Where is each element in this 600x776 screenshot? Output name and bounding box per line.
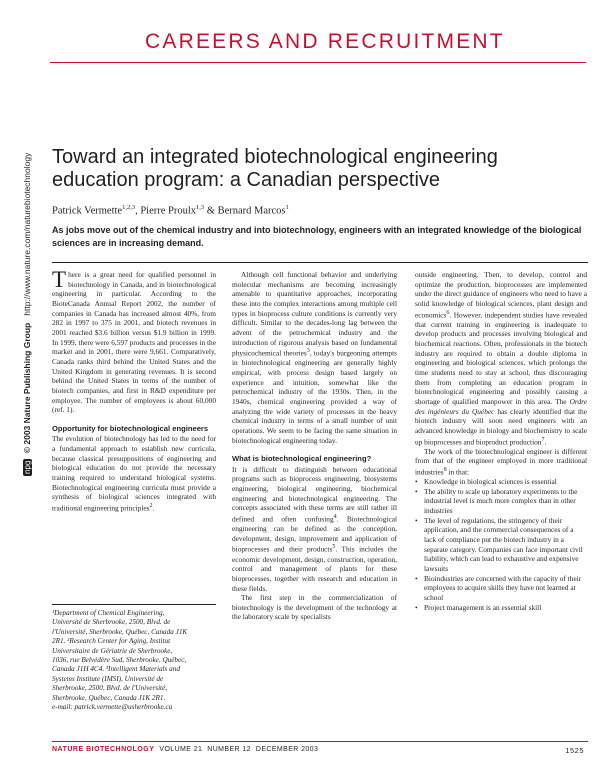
affiliation-line: Systems Institute (IMSI), Université de: [52, 674, 164, 683]
paragraph-text: . This includes the economic development, design, construction, operation, control and management of plants for these bioprocesses, together with research and education in these fields.: [232, 544, 398, 593]
author-name: Bernard Marcos: [217, 205, 286, 217]
sidebar-copyright: [22, 153, 32, 476]
footer-date: DECEMBER 2003: [255, 746, 319, 753]
list-item: • Bioindustries are concerned with the capacity of their employees to acquire skills they have not learned at school: [415, 574, 587, 603]
affiliation-line: Université de Sherbrooke, 2500, Blvd. de: [52, 618, 171, 627]
ref-superscript: 3: [306, 348, 310, 355]
paragraph-text: The work of the biotechnological engineer is different from that of the engineer employed in more traditional industries: [415, 446, 587, 477]
author-affil: 1,2,3: [122, 204, 136, 211]
paragraph-text: in that:: [446, 467, 470, 477]
paragraph-text: . Biotechnological engineering can be defined as the conception, development, design, improvement and application of bioprocesses and their products: [232, 514, 398, 554]
paragraph-text: Although cell functional behavior and underlying molecular mechanisms are becoming increasingly amenable to quantitative approaches, incorporating these into the complex interactions among multiple cell types in bioprocess culture conditions is currently very difficult. Similar to the decades-long lag between the advent of the petrochemical industry and the introduction of rigorous analysis based on fundamental physicochemical theories: [232, 270, 397, 358]
paragraph-text: It is difficult to distinguish between educational programs such as bioprocess engineering, biosystems engineering, biological engineering, biochemical engineering and biotechnological engineering. The concepts associated with these terms are still rather ill defined and often confusing: [232, 464, 397, 524]
standfirst: As jobs move out of the chemical industry and into biotechnology, engineers with an integrated knowledge of the biological sciences are in increasing demand.: [52, 225, 582, 248]
requirements-list: [415, 477, 587, 612]
paragraph-text: . However, independent studies have revealed that current training in engineering is inadequate to develop products and processes involving biological and biochemical reactions. Often, professionals in the biotech industry are required to obtain a double diploma in engineering and biological sciences, which prolongs the time students need to stay at school, thus discouraging them from completing an education program in biotechnological engineering and possibly causing a shortage of qualified manpower in this area. The: [415, 310, 587, 406]
author-affil: 1: [285, 204, 289, 211]
paragraph-text: has clearly identified that the biotech industry will soon need engineers with an advanced knowledge in biology and biochemistry to scale up bioprocesses and bioproduct production: [415, 406, 587, 447]
footer-number: NUMBER 12: [207, 746, 251, 753]
page-number: 1525: [565, 746, 584, 755]
paragraph-text: , today's burgeoning attempts in biotechnological engineering are generally highly empirical, with process design based largely on experience and intuition, somewhat like the petrochemical industry of the 1930s. Then, in the 1940s, chemical engineering provided a way of analyzing the wide variety of processes in the heavy chemical industry in terms of a small number of unit operations. We seem to be facing the same situation in biotechnological engineering today.: [232, 348, 397, 445]
page-footer: [52, 746, 318, 753]
ref-superscript: 7: [541, 436, 545, 443]
paragraph: [52, 434, 216, 513]
column-2: [232, 270, 397, 622]
author-affil: 1,3: [196, 204, 205, 211]
affiliation-line: ¹Department of Chemical Engineering,: [52, 609, 165, 617]
italic-term: Ordre des ingénieurs du Québec: [415, 396, 587, 416]
paragraph-text: .: [544, 437, 547, 447]
footer-volume: VOLUME 21: [159, 746, 203, 753]
paragraph: [232, 465, 397, 593]
paragraph-text: here is a great need for qualified personnel in biotechnology in Canada, and in biotechnological engineering in particular. According to the BioteCanada Annual Report 2002, the number of companies in Canada has increased almost 40%, from 282 in 1997 to 375 in 2001, and biotech revenues in 2001 reached $3.6 billion versus $1.9 billion in 1999. In 1999, there were 6,597 products and processes in the market and in 2001, there were 9,661. Comparatively, Canada ranks third behind the United States and the United Kingdom in generating revenues. It is second behind the United States in terms of the number of biotech companies, and first in R&D expenditure per employee. The number of employees is about 60,000 (ref. 1).: [52, 270, 216, 415]
author-separator: &: [204, 205, 218, 217]
paragraph: [232, 270, 397, 445]
copyright-text: © 2003 Nature Publishing Group: [22, 322, 32, 454]
author-name: Pierre Proulx: [140, 205, 197, 217]
affiliation-line: 1036, rue Belvédère Sud, Sherbrooke, Québec,: [52, 656, 187, 665]
list-item: • The ability to scale up laboratory experiments to the industrial level is much more complex than in other industries: [415, 487, 587, 516]
list-item: • Project management is an essential skill: [415, 603, 587, 613]
affiliation-line: Sherbrooke, Québec, Canada J1K 2R1.: [52, 693, 166, 702]
ref-superscript: 5: [332, 544, 336, 551]
author-list: [52, 204, 572, 217]
affiliation-line: 2R1. ²Research Center for Aging, Institut: [52, 637, 171, 646]
article-title: Toward an integrated biotechnological engineering education program: a Canadian perspective: [52, 146, 498, 191]
npg-logo: npg: [23, 460, 32, 474]
standfirst-rule: [52, 262, 588, 263]
paragraph-text: .: [152, 503, 155, 513]
paragraph: [415, 270, 587, 447]
paragraph: [415, 447, 587, 477]
section-heading: CAREERS AND RECRUITMENT: [145, 30, 505, 53]
ref-superscript: 8: [443, 467, 447, 473]
list-item: • The level of regulations, the stringency of their application, and the commercial consequences of a lack of compliance put the biotech industry in a separate category. Companies can face important civil liability, which can lead to exhaustive and expensive lawsuits: [415, 516, 587, 574]
ref-superscript: 6: [446, 309, 450, 316]
author-name: Patrick Vermette: [52, 205, 123, 217]
affiliations: [52, 604, 216, 712]
header-rule: [50, 62, 586, 63]
paragraph-text: outside engineering. Then, to develop, control and optimize the production, bioprocesses are implemented under the direct guidance of engineers who need to have a solid knowledge of biological sciences, plant design and economics: [415, 270, 587, 320]
subheading-opportunity: Opportunity for biotechnological engineers: [52, 423, 209, 433]
affiliation-line: l'Université, Sherbrooke, Québec, Canada J1K: [52, 627, 188, 636]
column-1: [52, 267, 216, 513]
footer-rule: [52, 741, 588, 742]
contact-email[interactable]: e-mail: patrick.vermette@usherbrooke.ca: [52, 703, 173, 712]
author-separator: ,: [135, 205, 141, 217]
drop-cap: T: [52, 267, 67, 292]
paragraph-text: The evolution of biotechnology has led to the need for a fundamental approach to establish new curricula, because classical presuppositions of engineering and biological education do not provide the necessary training required to understand biological systems. Biotechnological engineering curricula must provide a synthesis of biological sciences integrated with traditional engineering principles: [52, 434, 216, 513]
paragraph: The first step in the commercialization of biotechnology is the development of the technology at the laboratory scale by specialists: [232, 593, 397, 622]
footer-journal: NATURE BIOTECHNOLOGY: [52, 746, 155, 753]
paragraph: [52, 267, 216, 415]
affiliation-line: Canada J1H 4C4. ³Intelligent Materials and: [52, 665, 180, 674]
affiliation-line: Universitaire de Gériatrie de Sherbrooke,: [52, 646, 173, 655]
list-item: • Knowledge in biological sciences is essential: [415, 477, 587, 487]
journal-url[interactable]: http://www.nature.com/naturebiotechnology: [22, 152, 32, 316]
ref-superscript: 2: [149, 502, 153, 509]
ref-superscript: 4: [333, 514, 337, 521]
affiliation-line: Sherbrooke, 2500, Blvd. de l'Université,: [52, 684, 168, 693]
column-3: [415, 270, 587, 612]
subheading-what-is: What is biotechnological engineering?: [232, 454, 372, 464]
